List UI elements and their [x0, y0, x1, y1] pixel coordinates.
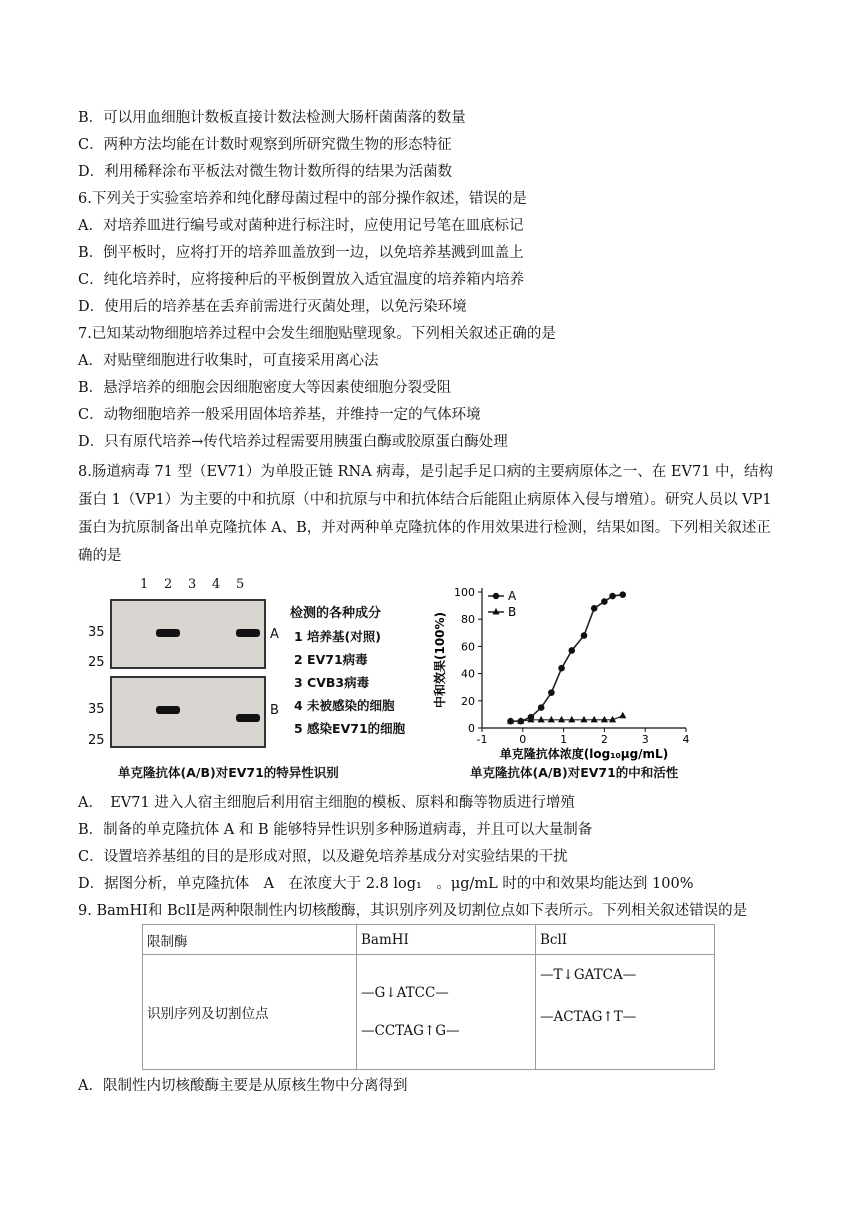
lane-number: 3 — [188, 577, 197, 592]
gel-panel-b — [110, 676, 266, 748]
gel-caption: 单克隆抗体(A/B)对EV71的特异性识别 — [118, 765, 339, 780]
y-tick-label: 20 — [461, 694, 475, 708]
option-5c: C．两种方法均能在计数时观察到所研究微生物的形态特征 — [78, 137, 452, 153]
x-tick-label: 0 — [519, 733, 527, 746]
legend-item: 4 未被感染的细胞 — [294, 698, 395, 713]
gel-band — [236, 714, 260, 722]
x-tick-label: 3 — [641, 733, 649, 746]
gel-panel-a — [110, 599, 266, 669]
series-b-point — [619, 712, 626, 719]
legend-marker-a — [493, 593, 499, 599]
mw-marker: 35 — [88, 625, 105, 640]
gel-band — [156, 706, 180, 714]
enzyme-table — [142, 924, 715, 1070]
gel-band — [236, 629, 260, 637]
bamhi-cell — [357, 955, 536, 1070]
option-9a: A．限制性内切核酸酶主要是从原核生物中分离得到 — [78, 1078, 408, 1094]
x-tick-label: 1 — [560, 733, 568, 746]
lane-number: 2 — [164, 577, 173, 592]
option-8a: A． EV71 进入人宿主细胞后利用宿主细胞的模板、原料和酶等物质进行增殖 — [78, 795, 575, 811]
series-b-point — [591, 716, 598, 723]
question-6: 6.下列关于实验室培养和纯化酵母菌过程中的部分操作叙述，错误的是 — [78, 191, 527, 207]
x-tick-label: 4 — [682, 733, 690, 746]
series-a-point — [581, 632, 588, 639]
legend-item: 5 感染EV71的细胞 — [294, 721, 406, 736]
table-header: BamHI — [357, 925, 536, 955]
series-a-point — [538, 704, 545, 711]
table-header: 限制酶 — [143, 925, 357, 955]
y-tick-label: 60 — [461, 640, 475, 654]
gel-legend — [290, 602, 405, 740]
y-tick-label: 100 — [454, 586, 475, 599]
series-a-point — [548, 689, 555, 696]
series-b-point — [601, 716, 608, 723]
option-8c: C．设置培养基组的目的是形成对照，以及避免培养基成分对实验结果的干扰 — [78, 849, 568, 865]
question-9: 9. BamHⅠ和 BclⅠ是两种限制性内切核酸酶，其识别序列及切割位点如下表所示。下列相关叙述错误的是 — [78, 903, 748, 919]
lane-number: 5 — [236, 577, 245, 592]
y-tick-label: 0 — [468, 722, 475, 735]
bcli-bottom-strand: —ACTAG↑T— — [540, 1009, 637, 1025]
bcli-cell — [536, 955, 715, 1070]
series-b-point — [580, 716, 587, 723]
lane-number: 4 — [212, 577, 221, 592]
legend-marker-b — [492, 608, 499, 615]
series-a-point — [601, 598, 608, 605]
series-b-point — [548, 716, 555, 723]
legend-item: 3 CVB3病毒 — [294, 675, 370, 690]
bcli-top-strand: —T↓GATCA— — [540, 967, 637, 983]
option-8d: D．据图分析，单克隆抗体 A 在浓度大于 2.8 log₁ 。μg/mL 时的中和效果均能达到 100% — [78, 876, 694, 892]
legend-label-b: B — [508, 605, 517, 619]
series-b-point — [538, 716, 545, 723]
table-header: BclI — [536, 925, 715, 955]
option-5d: D．利用稀释涂布平板法对微生物计数所得的结果为活菌数 — [78, 164, 453, 180]
option-8b: B．制备的单克隆抗体 A 和 B 能够特异性识别多种肠道病毒，并且可以大量制备 — [78, 822, 593, 838]
gel-band — [156, 629, 180, 637]
series-a-point — [568, 647, 575, 654]
series-line-a — [511, 595, 623, 722]
question-7: 7.已知某动物细胞培养过程中会发生细胞贴壁现象。下列相关叙述正确的是 — [78, 326, 556, 342]
legend-title: 检测的各种成分 — [290, 606, 382, 621]
panel-label-a: A — [270, 627, 279, 642]
option-6d: D．使用后的培养基在丢弃前需进行灭菌处理，以免污染环境 — [78, 299, 467, 315]
series-a-point — [619, 591, 626, 598]
x-tick-label: 2 — [600, 733, 608, 746]
series-b-point — [558, 716, 565, 723]
option-7c: C．动物细胞培养一般采用固体培养基，并维持一定的气体环境 — [78, 407, 481, 423]
legend-label-a: A — [508, 589, 517, 603]
question-8: 8.肠道病毒 71 型（EV71）为单股正链 RNA 病毒，是引起手足口病的主要病原体之一、在 EV71 中，结构蛋白 1（VP1）为主要的中和抗原（中和抗原与中和抗体结合后能阻止病原体入侵与增殖）。研究人员以 VP1 蛋白为抗原制备出单克隆抗体 A、B，并对两种单克隆抗体的作用效果进行检测，结果如图。下列相关叙述正确的是 — [78, 464, 774, 564]
chart-caption: 单克隆抗体(A/B)对EV71的中和活性 — [470, 765, 679, 780]
legend-item: 2 EV71病毒 — [294, 652, 368, 667]
option-6b: B．倒平板时，应将打开的培养皿盖放到一边，以免培养基溅到皿盖上 — [78, 245, 524, 261]
legend-item: 1 培养基(对照) — [294, 629, 381, 644]
series-b-point — [568, 716, 575, 723]
mw-marker: 35 — [88, 702, 105, 717]
option-6c: C．纯化培养时，应将接种后的平板倒置放入适宜温度的培养箱内培养 — [78, 272, 525, 288]
neutralization-chart — [428, 578, 708, 774]
x-axis-label: 单克隆抗体浓度(log₁₀μg/mL) — [499, 747, 669, 761]
y-axis-label: 中和效果(100%) — [433, 611, 447, 709]
option-5b: B．可以用血细胞计数板直接计数法检测大肠杆菌菌落的数量 — [78, 110, 466, 126]
mw-marker: 25 — [88, 733, 105, 748]
mw-marker: 25 — [88, 655, 105, 670]
x-tick-label: -1 — [476, 733, 488, 746]
option-7b: B．悬浮培养的细胞会因细胞密度大等因素使细胞分裂受阻 — [78, 380, 452, 396]
bamhi-top-strand: —G↓ATCC— — [361, 985, 449, 1001]
option-7d: D．只有原代培养→传代培养过程需要用胰蛋白酶或胶原蛋白酶处理 — [78, 434, 508, 450]
y-tick-label: 80 — [461, 613, 475, 627]
y-tick-label: 40 — [461, 667, 475, 681]
bamhi-bottom-strand: —CCTAG↑G— — [361, 1023, 460, 1039]
lane-number: 1 — [140, 577, 149, 592]
option-6a: A．对培养皿进行编号或对菌种进行标注时，应使用记号笔在皿底标记 — [78, 218, 524, 234]
series-a-point — [591, 605, 598, 612]
series-a-point — [558, 665, 565, 672]
panel-label-b: B — [270, 703, 279, 718]
option-7a: A．对贴壁细胞进行收集时，可直接采用离心法 — [78, 353, 379, 369]
series-a-point — [609, 593, 616, 600]
table-row-label: 识别序列及切割位点 — [143, 955, 357, 1070]
